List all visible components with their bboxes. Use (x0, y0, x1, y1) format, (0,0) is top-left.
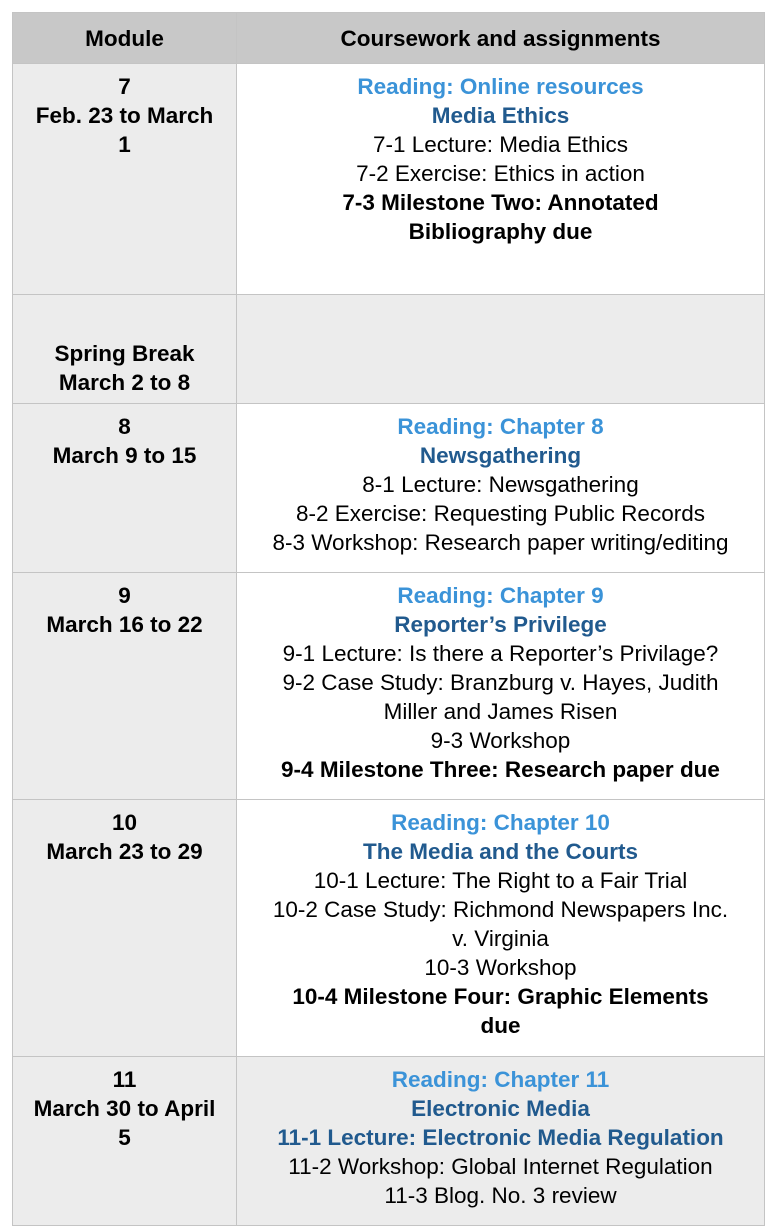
assignment-item-cont: v. Virginia (452, 926, 549, 951)
module-column-header: Module (13, 13, 237, 64)
assignment-item: 9-3 Workshop (430, 728, 571, 753)
break-dates: March 2 to 8 (58, 370, 191, 395)
module-dates: March 23 to 29 (46, 839, 203, 864)
reading-label: Reading: Chapter 11 (391, 1067, 610, 1092)
coursework-column-header: Coursework and assignments (237, 13, 765, 64)
reading-label: Reading: Chapter 10 (391, 810, 610, 835)
topic-title: Electronic Media (411, 1096, 590, 1121)
topic-title: The Media and the Courts (362, 839, 639, 864)
module-number: 9 (118, 583, 131, 608)
module-row-11 (13, 1057, 765, 1226)
milestone-item: 7-3 Milestone Two: Annotated (342, 190, 659, 215)
topic-title: Media Ethics (431, 103, 570, 128)
assignment-item: 10-2 Case Study: Richmond Newspapers Inc. (272, 897, 729, 922)
module-dates-cont: 5 (118, 1125, 131, 1150)
course-schedule-table (12, 12, 765, 1226)
assignment-item-cont: Miller and James Risen (383, 699, 618, 724)
module-dates: March 16 to 22 (46, 612, 203, 637)
assignment-item: 9-1 Lecture: Is there a Reporter’s Privilage? (282, 641, 719, 666)
reading-label: Reading: Chapter 8 (397, 414, 604, 439)
module-cell (13, 800, 237, 1057)
assignment-item: 11-2 Workshop: Global Internet Regulation (288, 1154, 713, 1179)
module-cell (13, 1057, 237, 1226)
spring-break-row (13, 295, 765, 404)
reading-label: Reading: Chapter 9 (397, 583, 604, 608)
topic-title: Reporter’s Privilege (394, 612, 607, 637)
coursework-cell (237, 573, 765, 800)
break-label: Spring Break (54, 341, 195, 366)
module-row-8 (13, 404, 765, 573)
topic-title: Newsgathering (419, 443, 582, 468)
module-cell (13, 295, 237, 404)
milestone-item-cont: due (480, 1013, 521, 1038)
header-row (13, 13, 765, 64)
module-dates: March 30 to April (33, 1096, 216, 1121)
assignment-item: 8-1 Lecture: Newsgathering (362, 472, 639, 497)
milestone-item: 10-4 Milestone Four: Graphic Elements (292, 984, 709, 1009)
assignment-item: 10-3 Workshop (424, 955, 577, 980)
module-number: 8 (118, 414, 131, 439)
assignment-item: 10-1 Lecture: The Right to a Fair Trial (313, 868, 688, 893)
module-dates: March 9 to 15 (52, 443, 197, 468)
assignment-item: 8-2 Exercise: Requesting Public Records (296, 501, 705, 526)
module-number: 11 (112, 1067, 137, 1092)
milestone-item-cont: Bibliography due (408, 219, 593, 244)
coursework-cell (237, 404, 765, 573)
coursework-cell-empty (237, 295, 765, 404)
module-number: 10 (111, 810, 138, 835)
coursework-cell (237, 800, 765, 1057)
reading-label: Reading: Online resources (357, 74, 644, 99)
coursework-cell (237, 1057, 765, 1226)
module-row-9 (13, 573, 765, 800)
module-number: 7 (118, 74, 131, 99)
module-cell (13, 404, 237, 573)
module-cell (13, 573, 237, 800)
module-dates-cont: 1 (118, 132, 131, 157)
assignment-item: 7-1 Lecture: Media Ethics (372, 132, 629, 157)
assignment-item: 8-3 Workshop: Research paper writing/editing (272, 530, 729, 555)
assignment-item: 9-2 Case Study: Branzburg v. Hayes, Judith (282, 670, 719, 695)
lecture-link[interactable]: 11-1 Lecture: Electronic Media Regulation (277, 1125, 724, 1150)
assignment-item: 7-2 Exercise: Ethics in action (356, 161, 645, 186)
module-dates: Feb. 23 to March (35, 103, 214, 128)
module-row-10 (13, 800, 765, 1057)
assignment-item: 11-3 Blog. No. 3 review (384, 1183, 617, 1208)
coursework-cell (237, 64, 765, 295)
module-row-7 (13, 64, 765, 295)
module-cell (13, 64, 237, 295)
milestone-item: 9-4 Milestone Three: Research paper due (281, 757, 720, 782)
